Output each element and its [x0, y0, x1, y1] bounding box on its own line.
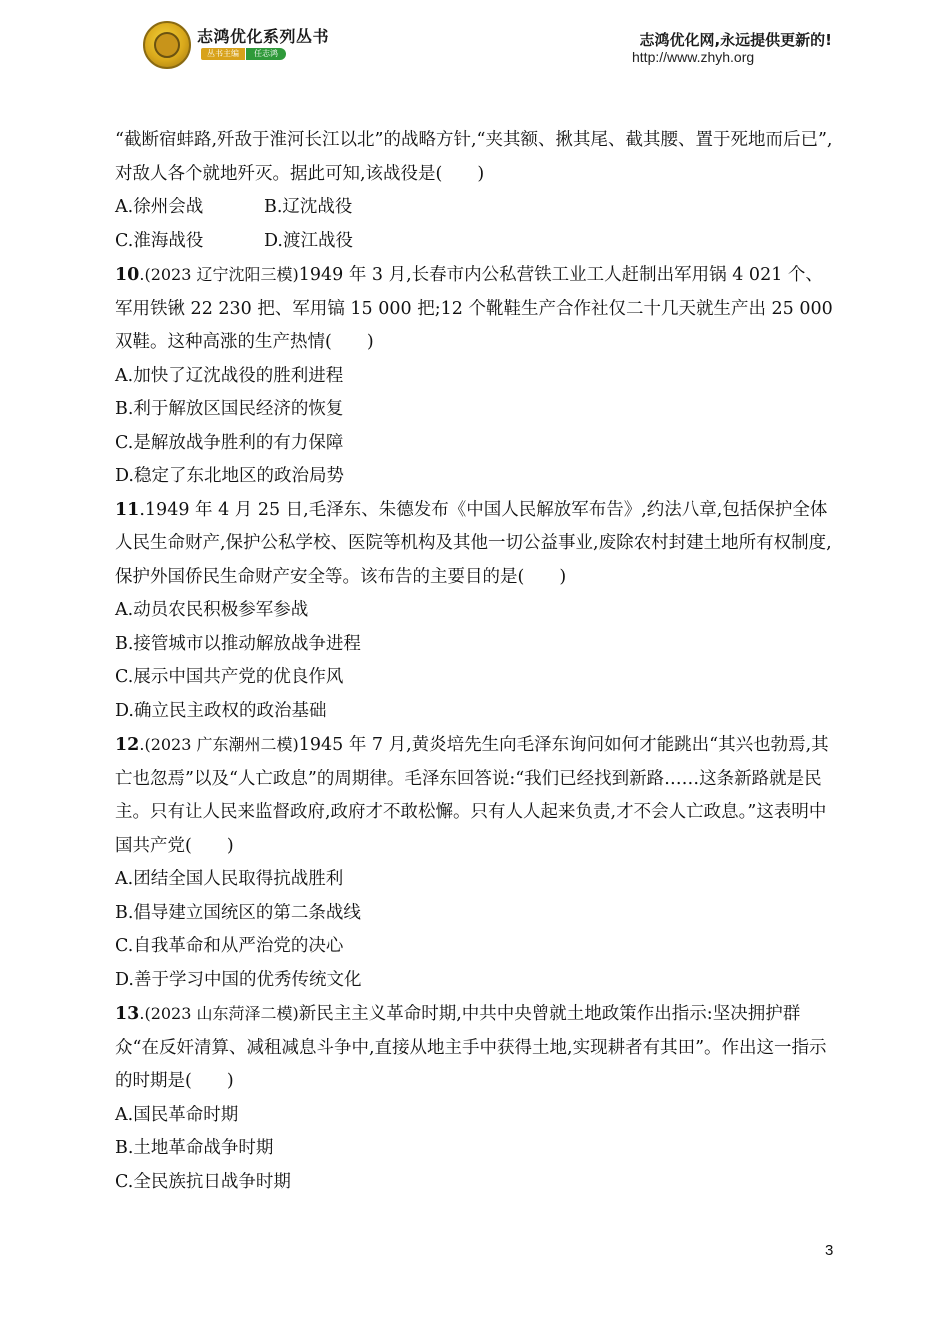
option-d: D.确立民主政权的政治基础 — [115, 700, 327, 721]
option-b: B.辽沈战役 — [264, 197, 353, 217]
editor-name: 任志鸿 — [246, 48, 286, 60]
option-d: D.渡江战役 — [264, 230, 353, 251]
question-content — [115, 124, 837, 1199]
option-a: A.徐州会战 — [115, 197, 204, 217]
question-11-stem — [115, 494, 837, 595]
option-d: D.善于学习中国的优秀传统文化 — [115, 969, 362, 990]
option-c: C.是解放战争胜利的有力保障 — [115, 432, 344, 453]
series-title: 志鸿优化系列丛书 — [197, 27, 330, 46]
option-a: A.加快了辽沈战役的胜利进程 — [115, 365, 344, 386]
option-a: A.团结全国人民取得抗战胜利 — [115, 869, 344, 889]
question-source: .(2023 山东菏泽二模) — [139, 1004, 299, 1023]
option-a: A.国民革命时期 — [115, 1104, 239, 1125]
seal-logo-icon — [143, 21, 191, 69]
option-b: B.倡导建立国统区的第二条战线 — [115, 902, 361, 923]
option-b: B.土地革命战争时期 — [115, 1138, 274, 1158]
question-text: .1949 年 4 月 25 日,毛泽东、朱德发布《中国人民解放军布告》,约法八章,包括保护全体人民生命财产,保护公私学校、医院等机构及其他一切公益事业,废除农村封建土地所有权制度,保护外国侨民生命财产安全等。该布告的主要目的是( ) — [115, 499, 832, 587]
option-b: B.利于解放区国民经济的恢复 — [115, 399, 344, 419]
page-header — [0, 0, 950, 90]
option-b: B.接管城市以推动解放战争进程 — [115, 633, 361, 654]
seal-logo-inner — [154, 32, 180, 58]
question-number: 13 — [115, 1004, 140, 1024]
question-source: .(2023 辽宁沈阳三模) — [139, 265, 299, 284]
option-a: A.动员农民积极参军参战 — [115, 600, 309, 620]
question-number: 12 — [115, 735, 140, 755]
question-text: 1949 年 3 月,长春市内公私营铁工业工人赶制出军用锅 4 021 个、军用铁锹 22 230 把、军用镐 15 000 把;12 个靴鞋生产合作社仅二十几天就生产出 25 000 双鞋。这种高涨的生产热情( ) — [115, 265, 833, 352]
question-12-stem — [115, 728, 837, 863]
question-10-stem — [115, 258, 837, 360]
question-9-options-row-1 — [115, 191, 837, 225]
site-url[interactable]: http://www.zhyh.org — [632, 49, 755, 65]
option-c: C.全民族抗日战争时期 — [115, 1171, 291, 1192]
question-number: 10 — [115, 265, 140, 285]
question-13-stem — [115, 997, 837, 1099]
question-9-options-row-2 — [115, 225, 837, 259]
question-text: 新民主主义革命时期,中共中央曾就土地政策作出指示:坚决拥护群众“在反奸清算、减租减息斗争中,直接从地主手中获得土地,实现耕者有其田”。作出这一指示的时期是( ) — [115, 1004, 827, 1091]
site-slogan: 志鸿优化网,永远提供更新的! — [639, 31, 832, 49]
option-c: C.展示中国共产党的优良作风 — [115, 667, 344, 687]
option-c: C.淮海战役 — [115, 230, 204, 251]
option-d: D.稳定了东北地区的政治局势 — [115, 466, 344, 486]
question-number: 11 — [115, 499, 140, 520]
option-c: C.自我革命和从严治党的决心 — [115, 936, 344, 956]
question-9-stem: “截断宿蚌路,歼敌于淮河长江以北”的战略方针,“夹其额、揪其尾、截其腰、置于死地而后已”,对敌人各个就地歼灭。据此可知,该战役是( ) — [115, 130, 833, 184]
editor-label: 丛书主编 — [201, 48, 245, 60]
question-text: 1945 年 7 月,黄炎培先生向毛泽东询问如何才能跳出“其兴也勃焉,其亡也忽焉”以及“人亡政息”的周期律。毛泽东回答说:“我们已经找到新路……这条新路就是民主。只有让人民来监督政府,政府才不敢松懈。只有人人起来负责,才不会人亡政息。”这表明中国共产党( ) — [115, 735, 829, 856]
page-number: 3 — [825, 1242, 834, 1259]
question-source: .(2023 广东潮州二模) — [139, 735, 299, 754]
